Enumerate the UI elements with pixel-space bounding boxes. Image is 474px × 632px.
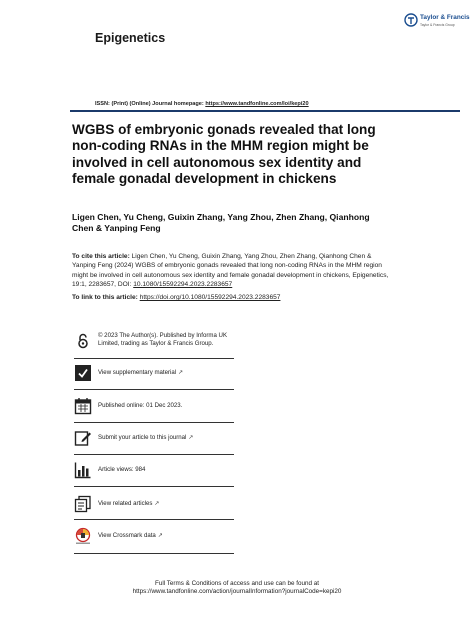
publisher-logo-icon bbox=[404, 13, 418, 27]
views-item bbox=[74, 461, 234, 479]
crossmark-item[interactable] bbox=[74, 527, 234, 545]
bar-chart-icon bbox=[74, 461, 92, 479]
submit-link[interactable] bbox=[98, 434, 193, 443]
header-divider bbox=[70, 110, 460, 112]
journal-name: Epigenetics bbox=[95, 31, 166, 45]
submit-item[interactable] bbox=[74, 429, 234, 447]
divider bbox=[74, 389, 234, 390]
supplementary-link[interactable] bbox=[98, 369, 183, 378]
link-label: To link to this article: bbox=[72, 294, 140, 301]
related-link[interactable] bbox=[98, 500, 159, 509]
article-title: WGBS of embryonic gonads revealed that long non-coding RNAs in the MHM region might be involved in cell autonomous sex identity and female gonadal development in chickens bbox=[72, 122, 376, 186]
publisher-tag: Taylor & Francis Group bbox=[420, 23, 455, 27]
footer-terms-text: Full Terms & Conditions of access and use can be found at bbox=[154, 580, 320, 587]
related-articles-icon bbox=[74, 495, 92, 513]
cite-label: To cite this article: bbox=[72, 253, 130, 260]
divider bbox=[74, 358, 234, 359]
supplementary-label: View supplementary material bbox=[98, 369, 177, 376]
divider bbox=[74, 454, 234, 455]
journal-homepage-link[interactable]: https://www.tandfonline.com/loi/kepi20 bbox=[205, 101, 309, 107]
open-access-icon bbox=[74, 332, 92, 350]
divider bbox=[74, 519, 234, 520]
published-item bbox=[74, 397, 234, 415]
supplementary-item[interactable] bbox=[74, 364, 234, 382]
article-views: Article views: 984 bbox=[98, 466, 146, 473]
related-item[interactable] bbox=[74, 495, 234, 513]
external-link-icon: ↗ bbox=[157, 533, 163, 539]
issn-line bbox=[95, 101, 309, 107]
license-text: © 2023 The Author(s). Published by Informa UK Limited, trading as Taylor & Francis Group. bbox=[98, 332, 228, 347]
external-link-icon: ↗ bbox=[154, 501, 160, 507]
footer-terms-link[interactable]: https://www.tandfonline.com/action/journalInformation?journalCode=kepi20 bbox=[132, 588, 342, 596]
related-label: View related articles bbox=[98, 500, 153, 507]
article-link-line bbox=[72, 294, 280, 301]
divider bbox=[74, 553, 234, 554]
submit-label: Submit your article to this journal bbox=[98, 434, 187, 441]
crossmark-link[interactable] bbox=[98, 532, 163, 541]
article-doi-link[interactable]: https://doi.org/10.1080/15592294.2023.2283657 bbox=[139, 294, 281, 301]
issn-prefix: ISSN: (Print) (Online) Journal homepage: bbox=[95, 101, 206, 107]
license-item bbox=[74, 332, 234, 360]
publisher-logo[interactable] bbox=[404, 13, 470, 31]
crossmark-label: View Crossmark data bbox=[98, 532, 156, 539]
cite-doi-link[interactable]: 10.1080/15592294.2023.2283657 bbox=[133, 281, 233, 289]
divider bbox=[74, 422, 234, 423]
external-link-icon: ↗ bbox=[188, 435, 194, 441]
published-date: Published online: 01 Dec 2023. bbox=[98, 402, 183, 409]
article-authors: Ligen Chen, Yu Cheng, Guixin Zhang, Yang Zhou, Zhen Zhang, Qianhong Chen & Yanping Feng bbox=[72, 212, 370, 233]
cite-text: Ligen Chen, Yu Cheng, Guixin Zhang, Yang Zhou, Zhen Zhang, Qianhong Chen & Yanping Feng (2024) WGBS of embryonic gonads revealed that long non-coding RNAs in the MHM region might be involved in cell autonomous sex identity and female gonadal development in chickens, Epigenetics, 19:1, 2283657, DOI: bbox=[72, 253, 389, 289]
submit-article-icon bbox=[74, 429, 92, 447]
crossmark-icon bbox=[74, 527, 92, 545]
footer bbox=[0, 580, 474, 597]
citation-block bbox=[72, 252, 392, 290]
supplementary-icon bbox=[74, 364, 92, 382]
publisher-brand: Taylor & Francis bbox=[420, 14, 470, 21]
calendar-icon bbox=[74, 397, 92, 415]
divider bbox=[74, 486, 234, 487]
external-link-icon: ↗ bbox=[178, 370, 184, 376]
